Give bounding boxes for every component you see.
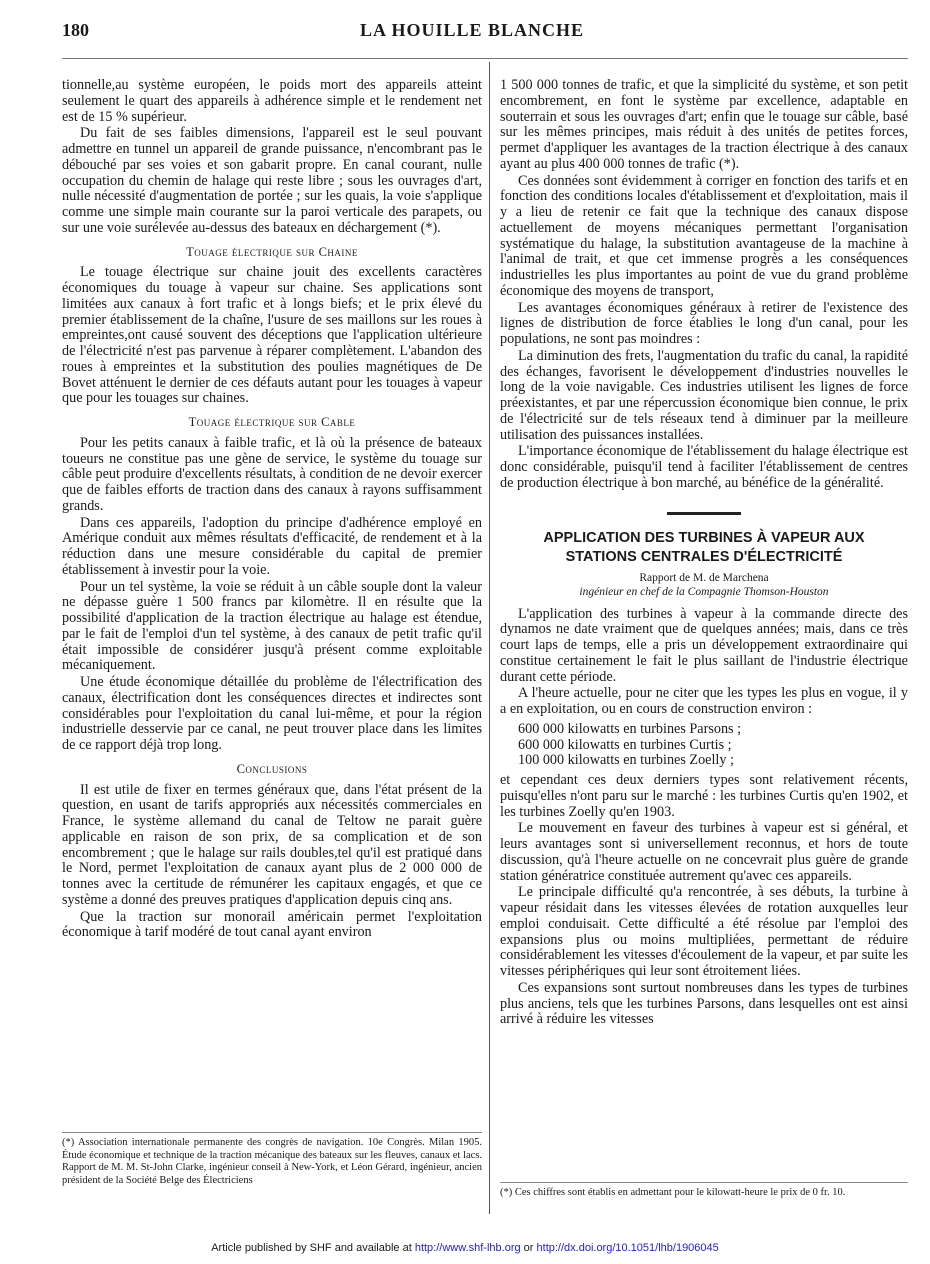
page-number: 180: [62, 20, 89, 40]
article-title: [500, 529, 908, 567]
paragraph: tionnelle,au système européen, le poids mort des appareils atteint seulement le quart des appareils à adhérence simple et le rendement net est de 15 % supérieur.: [62, 77, 482, 125]
article-affiliation: ingénieur en chef de la Compagnie Thomson-Houston: [579, 585, 829, 598]
footnote-right: (*) Ces chiffres sont établis en admettant pour le kilowatt-heure le prix de 0 fr. 10.: [500, 1182, 908, 1200]
paragraph: La diminution des frets, l'augmentation du trafic du canal, la rapidité des échanges, favorisent le développement d'industries nouvelles le long de la voie navigable. Ces industries utilisent les lignes de force préexistantes, et par une répercussion économique bien connue, le prix de l'électricité sur de tels réseaux tend à diminuer par la meilleure utilisation des puissances installées.: [500, 347, 908, 443]
page-footer: [0, 1242, 930, 1254]
right-column: [500, 78, 908, 1029]
footer-or: or: [523, 1242, 534, 1254]
paragraph: Ces données sont évidemment à corriger en fonction des tarifs et en fonction des conditions locales d'établissement et d'exploitation, mais il y a lieu de retenir ce fait que la technique des canaux dispose actuellement de moyens mécaniques permettant l'organisation systématique du halage, la substitution avantageuse de la machine à l'animal de trait, et que cet immense progrès a les conséquences industrielles les plus importantes au point de vue du grand problème économique des moyens de transport,: [500, 172, 908, 299]
list-item: 600 000 kilowatts en turbines Parsons ;: [518, 720, 742, 737]
page-header: [62, 20, 882, 46]
article-separator: [667, 512, 741, 515]
turbine-list: [518, 722, 908, 769]
paragraph: Le principale difficulté qu'a rencontrée, à ses débuts, la turbine à vapeur résidait dans les vitesses élevées de rotation auxquelles leur emploi conduisait. Cette difficulté a été résolue par l'emploi des expansions plus ou moins multipliées, permettant de réduire considérablement les vitesses d'écoulement de la vapeur, et par suite les vitesses périphériques qui leur sont étroitement liées.: [500, 884, 908, 979]
article-title-line-2: STATIONS CENTRALES D'ÉLECTRICITÉ: [565, 548, 843, 565]
footer-text: Article published by SHF and available at: [211, 1242, 412, 1254]
paragraph: L'importance économique de l'établissement du halage électrique est donc considérable, puisqu'il tend à faciliter l'établissement de centres de production électrique à bon marché, au bénéfice de la généralité.: [500, 443, 908, 491]
footer-link-shf[interactable]: http://www.shf-lhb.org: [414, 1242, 521, 1254]
left-column: [62, 78, 482, 942]
article-title-line-1: APPLICATION DES TURBINES À VAPEUR AUX: [543, 529, 865, 546]
paragraph: et cependant ces deux derniers types sont relativement récents, puisqu'elles n'ont paru sur le marché : les turbines Curtis qu'en 1902, et les turbines Zoelly qu'en 1903.: [500, 772, 908, 820]
section-heading-conclusions: Conclusions: [236, 761, 308, 776]
paragraph: Pour un tel système, la voie se réduit à un câble souple dont la valeur ne dépasse guère 1 500 francs par kilomètre. Il en résulte que la possibilité d'application de la traction électrique au halage est étendue, par le fait de l'emploi d'un tel système, à des canaux de petit trafic qu'il était impossible de considérer jusqu'à présent comme exploitable mécaniquement.: [62, 578, 482, 674]
paragraph: 1 500 000 tonnes de trafic, et que la simplicité du système, et son petit encombrement, en font le système par excellence, adaptable en souterrain et sous les ouvrages d'art; enfin que le touage sur câble, basé sur les mêmes principes, mais réduit à des unités de petites forces, permet d'appliquer les avantages de la traction électrique à des canaux ayant au plus 400 000 tonnes de trafic (*).: [500, 77, 908, 172]
paragraph: Une étude économique détaillée du problème de l'électrification des canaux, électrification dont les conséquences directes et indirectes sont considérables pour l'exploitation du canal lui-même, et pour la région industrielle desservie par ce canal, ne peut trouver place dans les limites de ce rapport déjà trop long.: [62, 674, 482, 753]
article-byline: Rapport de M. de Marchena: [639, 571, 769, 584]
paragraph: A l'heure actuelle, pour ne citer que les types les plus en vogue, il y a en exploitation, ou en cours de construction environ :: [500, 685, 908, 717]
paragraph: Pour les petits canaux à faible trafic, et là où la présence de bateaux toueurs ne constitue pas une gène de service, le système du touage sur câble peut produire d'excellents résultats, à condition de ne devoir exercer que de faibles efforts de traction dans des canaux à rayons suffisamment grands.: [62, 434, 482, 514]
paragraph: Le mouvement en faveur des turbines à vapeur est si général, et leurs avantages sont si universellement reconnus, et hors de toute discussion, qu'à l'heure actuelle on ne concevrait plus guère de grande station génératrice constituée autrement qu'avec ces appareils.: [500, 820, 908, 884]
header-rule: [62, 58, 908, 59]
section-heading-cable: Touage électrique sur Cable: [188, 415, 356, 429]
paragraph: Il est utile de fixer en termes généraux que, dans l'état présent de la question, en usant de tarifs appropriés aux nécessités commerciales en France, le système allemand du canal de Teltow ne parait guère applicable en raison de son prix, de sa complication et de son encombrement ; que le halage sur rails doubles,tel qu'il est pratiqué dans le Nord, permet l'exploitation de canaux ayant plus de 2 000 000 de tonnes avec la certitude de rémunérer les capitaux engagés, et que ce système a donné des preuves pratiques d'application depuis cinq ans.: [62, 781, 482, 908]
list-item: 100 000 kilowatts en turbines Zoelly ;: [518, 752, 734, 769]
paragraph: Ces expansions sont surtout nombreuses dans les types de turbines plus anciens, tels que les turbines Parsons, dans lesquelles ont est ainsi arrivé à réduire les vitesses: [500, 979, 908, 1028]
paragraph: Dans ces appareils, l'adoption du principe d'adhérence employé en Amérique conduit aux mêmes résultats d'efficacité, de rendement et à la réduction dans une mesure considérable du capital de premier établissement à investir pour la voie.: [62, 514, 482, 578]
paragraph: Que la traction sur monorail américain permet l'exploitation économique à tarif modéré de tout canal ayant environ: [62, 908, 482, 941]
list-item: 600 000 kilowatts en turbines Curtis ;: [518, 736, 732, 753]
footer-link-doi[interactable]: http://dx.doi.org/10.1051/lhb/1906045: [536, 1242, 719, 1254]
paragraph: Du fait de ses faibles dimensions, l'appareil est le seul pouvant admettre en tunnel un appareil de grande puissance, n'encombrant pas le débouché par ses voies et son gabarit propre. En canal courant, nulle occupation du chemin de halage qui reste libre ; sous les ouvrages d'art, nulle nécessité d'augmentation de portée ; sur les quais, la voie s'applique comme une simple main courante sur la paroi verticale des parapets, ou sur une voie surélevée au-dessus des bateaux en déchargement (*).: [62, 125, 482, 236]
paragraph: Le touage électrique sur chaine jouit des excellents caractères économiques du touage à vapeur sur chaine. Ses applications sont limitées aux canaux à fort trafic et à longs biefs; et le prix élevé du premier établissement de la chaîne, l'usure de ses maillons sur les roues à empreintes,ont causé souvent des déceptions que l'application ultérieure de l'électricité n'est pas parvenue à réparer complètement. L'abandon des roues à empreintes et la substitution des poulies magnétiques de De Bovet atténuent le dernier de ces défauts autant pour les touages à vapeur que pour les touages sur chaines.: [62, 264, 482, 407]
paragraph: L'application des turbines à vapeur à la commande directe des dynamos ne date vraiment que de quelques années; mais, dans ce très court laps de temps, elle a pris un développement extraordinaire qui constitue certainement le fait le plus saillant de l'industrie électrique durant cette période.: [500, 605, 908, 685]
footnote-left: (*) Association internationale permanente des congrès de navigation. 10e Congrès. Milan 1905. Étude économique et technique de la traction mécanique des bateaux sur les fleuves, canaux et lacs. Rapport de M. M. St-John Clarke, ingénieur conseil à New-York, et Léon Gérard, ingénieur, ancien président de la Société Belge des Électriciens: [62, 1132, 482, 1187]
paragraph: Les avantages économiques généraux à retirer de l'existence des lignes de distribution de force établies le long d'un canal, pour les populations, ne sont pas moindres :: [500, 299, 908, 347]
section-heading-chaine: Touage électrique sur Chaine: [186, 244, 358, 259]
journal-title: LA HOUILLE BLANCHE: [359, 20, 585, 40]
column-divider: [489, 62, 490, 1214]
